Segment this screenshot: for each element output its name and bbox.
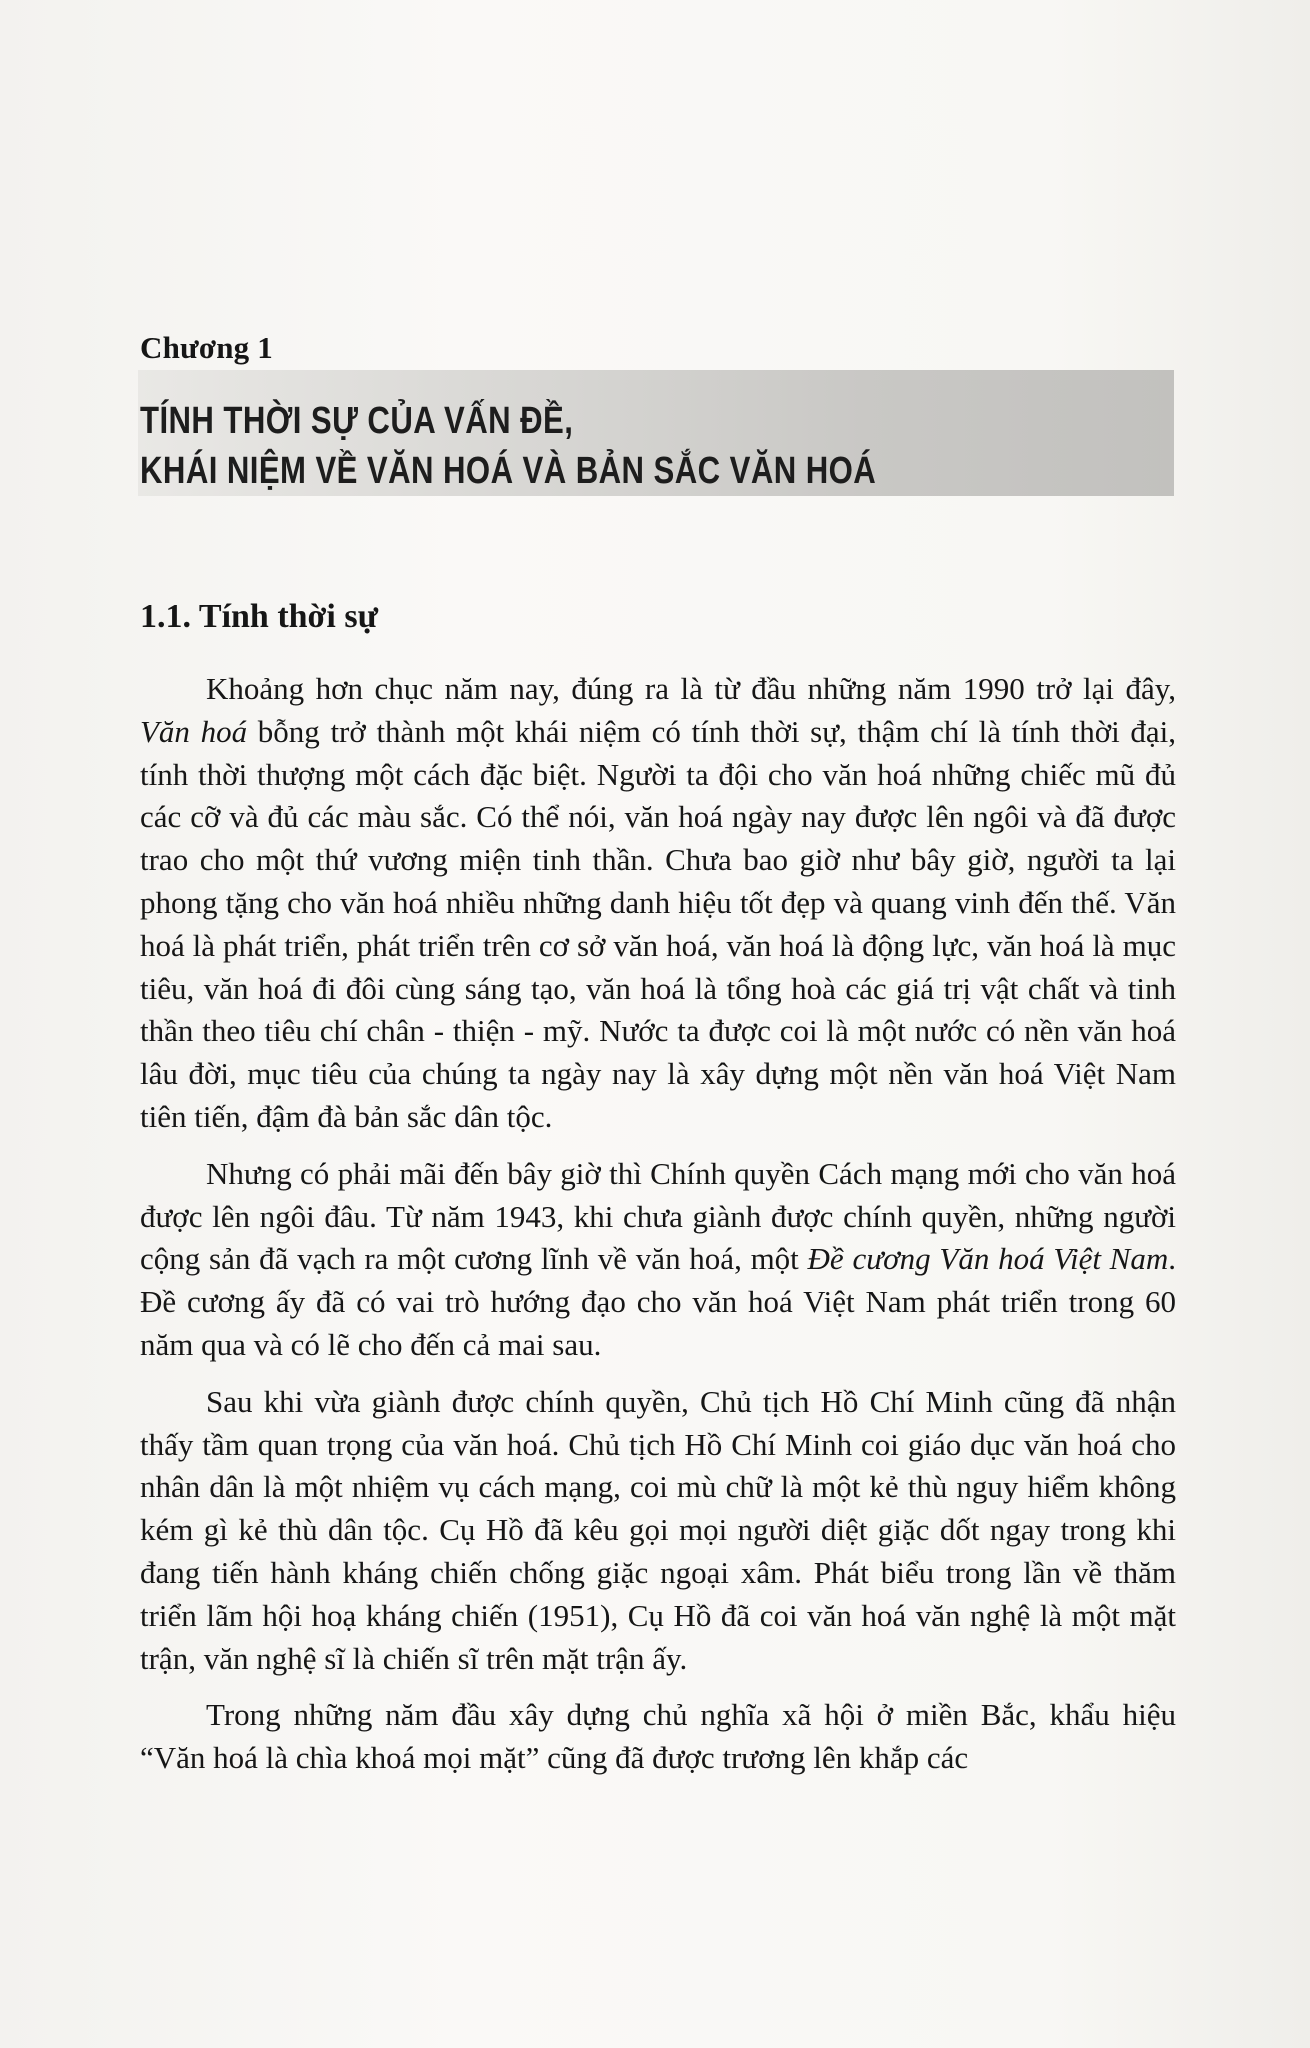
section-heading: 1.1. Tính thời sự: [140, 598, 378, 635]
paragraph-2-text-c: . Đề cương ấy đã có vai trò hướng đạo cho văn hoá Việt Nam phát triển trong 60 năm qua và có lẽ cho đến cả mai sau.: [140, 1241, 1176, 1362]
paragraph-1-italic: Văn hoá: [140, 713, 248, 749]
paragraph-1-text-c: bỗng trở thành một khái niệm có tính thời sự, thậm chí là tính thời đại, tính thời thượng một cách đặc biệt. Người ta đội cho văn hoá những chiếc mũ đủ các cỡ và đủ các màu sắc. Có thể nói, văn hoá ngày nay được lên ngôi và đã được trao cho một thứ vương miện tinh thần. Chưa bao giờ như bây giờ, người ta lại phong tặng cho văn hoá nhiều những danh hiệu tốt đẹp và quang vinh đến thế. Văn hoá là phát triển, phát triển trên cơ sở văn hoá, văn hoá là động lực, văn hoá là mục tiêu, văn hoá đi đôi cùng sáng tạo, văn hoá là tổng hoà các giá trị vật chất và tinh thần theo tiêu chí chân - thiện - mỹ. Nước ta được coi là một nước có nền văn hoá lâu đời, mục tiêu của chúng ta ngày nay là xây dựng một nền văn hoá Việt Nam tiên tiến, đậm đà bản sắc dân tộc.: [140, 713, 1176, 1134]
paragraph-1: [140, 668, 1176, 1139]
paragraph-2: [140, 1153, 1176, 1367]
chapter-title-line-2: KHÁI NIỆM VỀ VĂN HOÁ VÀ BẢN SẮC VĂN HOÁ: [140, 450, 877, 492]
body-text: [140, 668, 1176, 1794]
chapter-title-line-1: TÍNH THỜI SỰ CỦA VẤN ĐỀ,: [140, 400, 574, 442]
paragraph-2-text-a: Nhưng có phải mãi đến bây giờ thì Chính quyền Cách mạng mới cho văn hoá được lên ngôi đâu. Từ năm 1943, khi chưa giành được chính quyền, những người cộng sản đã vạch ra một cương lĩnh về văn hoá, một: [140, 1155, 1176, 1277]
paragraph-3: Sau khi vừa giành được chính quyền, Chủ tịch Hồ Chí Minh cũng đã nhận thấy tầm quan trọng của văn hoá. Chủ tịch Hồ Chí Minh coi giáo dục văn hoá cho nhân dân là một nhiệm vụ cách mạng, coi mù chữ là một kẻ thù nguy hiểm không kém gì kẻ thù dân tộc. Cụ Hồ đã kêu gọi mọi người diệt giặc dốt ngay trong khi đang tiến hành kháng chiến chống giặc ngoại xâm. Phát biểu trong lần về thăm triển lãm hội hoạ kháng chiến (1951), Cụ Hồ đã coi văn hoá văn nghệ là một mặt trận, văn nghệ sĩ là chiến sĩ trên mặt trận ấy.: [140, 1383, 1176, 1676]
paragraph-4: Trong những năm đầu xây dựng chủ nghĩa xã hội ở miền Bắc, khẩu hiệu “Văn hoá là chìa khoá mọi mặt” cũng đã được trương lên khắp các: [140, 1697, 1176, 1776]
chapter-label: Chương 1: [140, 330, 273, 365]
paragraph-2-italic: Đề cương Văn hoá Việt Nam: [807, 1241, 1169, 1277]
paragraph-1-text-a: Khoảng hơn chục năm nay, đúng ra là từ đầu những năm 1990 trở lại đây,: [206, 671, 1176, 706]
